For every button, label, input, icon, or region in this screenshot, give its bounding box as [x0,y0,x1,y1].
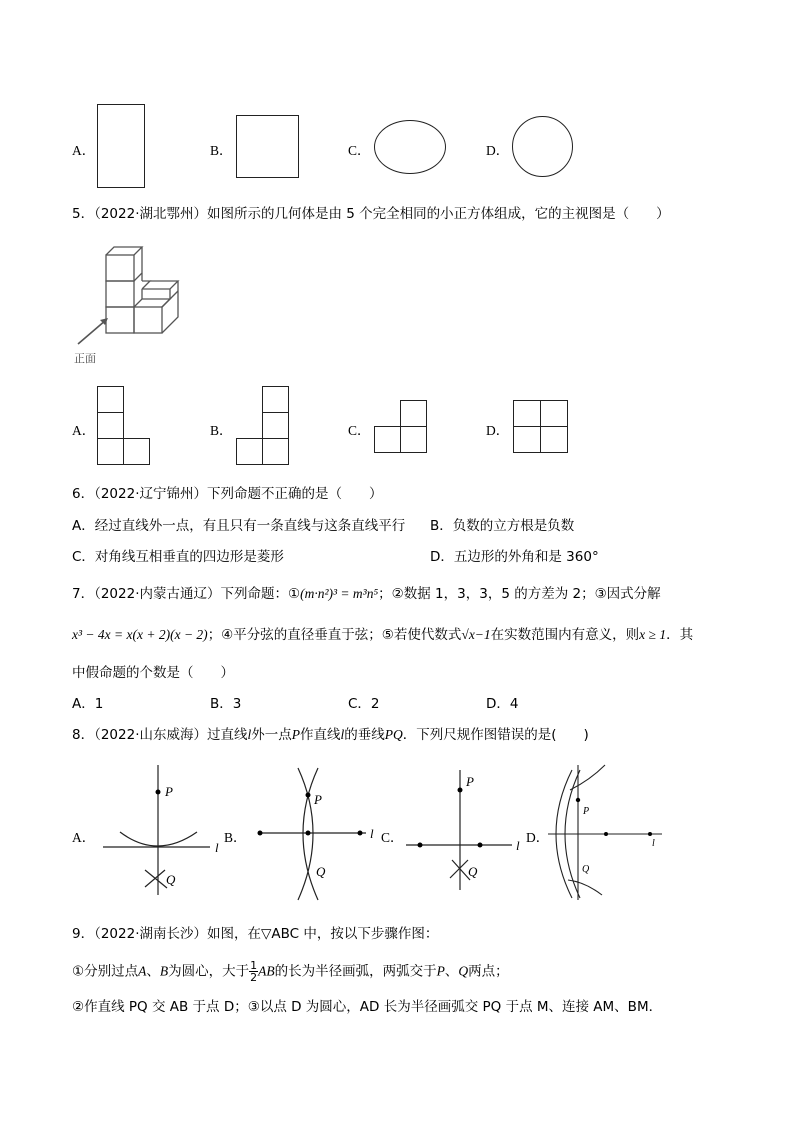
q7-line2-text-b: 在实数范围内有意义，则 [490,627,640,643]
q7-formula-1: (m·n²)³ = m³n⁵ [300,586,379,601]
q8-d-label-p: P [583,806,590,817]
q7-option-a: A．1 [72,696,104,712]
q9-step1-point-a: A [138,963,147,979]
q5-front-label: 正面 [74,352,96,365]
q9-step1-p: P [436,963,445,979]
q8-c-label-l: l [516,838,520,853]
q9-fraction-num: 1 [250,959,258,972]
q5-option-b-label: B． [210,423,233,438]
q8-stem-pq: PQ [384,727,403,742]
q8-stem-l2: l [340,727,345,742]
q7-option-d: D．4 [486,696,519,712]
q9-step1 [72,960,509,983]
q8-option-c-figure [400,760,540,900]
q5-option-d-label: D． [486,423,510,438]
q9-step1-e: 两点； [468,963,509,980]
q5-stem: 5．（2022·湖北鄂州）如图所示的几何体是由 5 个完全相同的小正方体组成，它的主视图是（ ） [72,206,670,222]
q4-option-b-square [236,115,299,178]
q8-option-b-figure [248,760,388,900]
q8-option-a-figure [95,760,235,900]
q4-option-a-label: A． [72,143,96,158]
q6-option-d: D．五边形的外角和是 360° [430,549,599,565]
q8-b-label-p: P [314,792,322,807]
q9-step1-c: 的长为半径画弧，两弧交于 [274,963,437,980]
q8-a-label-p: P [165,784,173,799]
q7-line1-prefix: 7．（2022·内蒙古通辽）下列命题：① [72,586,301,602]
q7-sqrt: √x−1 [461,627,491,642]
q9-step1-b: 为圆心，大于 [168,963,250,980]
q8-stem-c: 作直线 [300,727,341,743]
q8-stem-e: ．下列尺规作图错误的是( ) [402,727,589,743]
q9-step1-d: 、 [444,963,459,980]
q4-option-c-ellipse [374,120,446,174]
q5-option-a-label: A． [72,423,96,438]
q7-line2-text-c: ．其 [666,627,694,643]
q9-step1-q: Q [458,963,469,979]
q8-b-label-l: l [370,826,374,841]
q8-b-label-q: Q [316,864,326,879]
q7-condition: x ≥ 1 [639,627,667,642]
q9-fraction [249,960,258,983]
q7-line1-suffix: ；②数据 1，3，3，5 的方差为 2；③因式分解 [378,586,661,602]
q9-step1-point-b: B [159,963,169,979]
q7-option-b: B．3 [210,696,242,712]
q8-a-label-q: Q [166,872,176,887]
q8-stem-a: 8．（2022·山东威海）过直线 [72,727,248,743]
q7-line2 [72,626,693,644]
q8-option-d-figure [540,760,670,900]
q9-fraction-den: 2 [250,971,258,984]
q4-option-a-rectangle [97,104,145,188]
q5-solid-figure [70,220,200,350]
q8-option-a-label: A． [72,830,96,845]
q7-line1 [72,585,661,603]
q8-stem-d: 的垂线 [344,727,385,743]
q7-line3: 中假命题的个数是（ ） [72,665,234,681]
q9-step1-a: ①分别过点 [72,963,139,980]
q8-stem-p: P [291,727,301,742]
q6-option-c: C．对角线互相垂直的四边形是菱形 [72,549,284,565]
q4-option-d-label: D． [486,143,510,158]
q8-stem [72,726,589,744]
q9-step1-sep: 、 [146,963,160,980]
q8-c-label-p: P [466,774,474,789]
q6-option-b: B．负数的立方根是负数 [430,518,575,534]
q8-stem-l: l [247,727,252,742]
q7-option-c: C．2 [348,696,380,712]
q5-option-c-label: C． [348,423,371,438]
q4-option-c-label: C． [348,143,371,158]
q4-option-d-circle [512,116,573,177]
q6-option-a: A．经过直线外一点，有且只有一条直线与这条直线平行 [72,518,406,534]
q6-stem: 6．（2022·辽宁锦州）下列命题不正确的是（ ） [72,486,383,502]
q7-formula-2: x³ − 4x = x(x + 2)(x − 2) [72,627,208,642]
q8-option-d-label: D． [526,830,550,845]
q4-option-b-label: B． [210,143,233,158]
q9-step1-ab: AB [258,963,275,979]
q8-a-label-l: l [215,840,219,855]
q8-d-label-l: l [652,838,655,849]
q8-stem-b: 外一点 [251,727,292,743]
q9-stem: 9．（2022·湖南长沙）如图，在▽ABC 中，按以下步骤作图： [72,926,439,942]
q8-d-label-q: Q [582,864,590,875]
q8-c-label-q: Q [468,864,478,879]
q7-line2-text-a: ；④平分弦的直径垂直于弦；⑤若使代数式 [207,627,462,643]
q8-option-b-label: B． [224,830,247,845]
q9-step2: ②作直线 PQ 交 AB 于点 D；③以点 D 为圆心，AD 长为半径画弧交 PQ 于点 M、连接 AM、BM． [72,999,663,1015]
q8-option-c-label: C． [381,830,404,845]
